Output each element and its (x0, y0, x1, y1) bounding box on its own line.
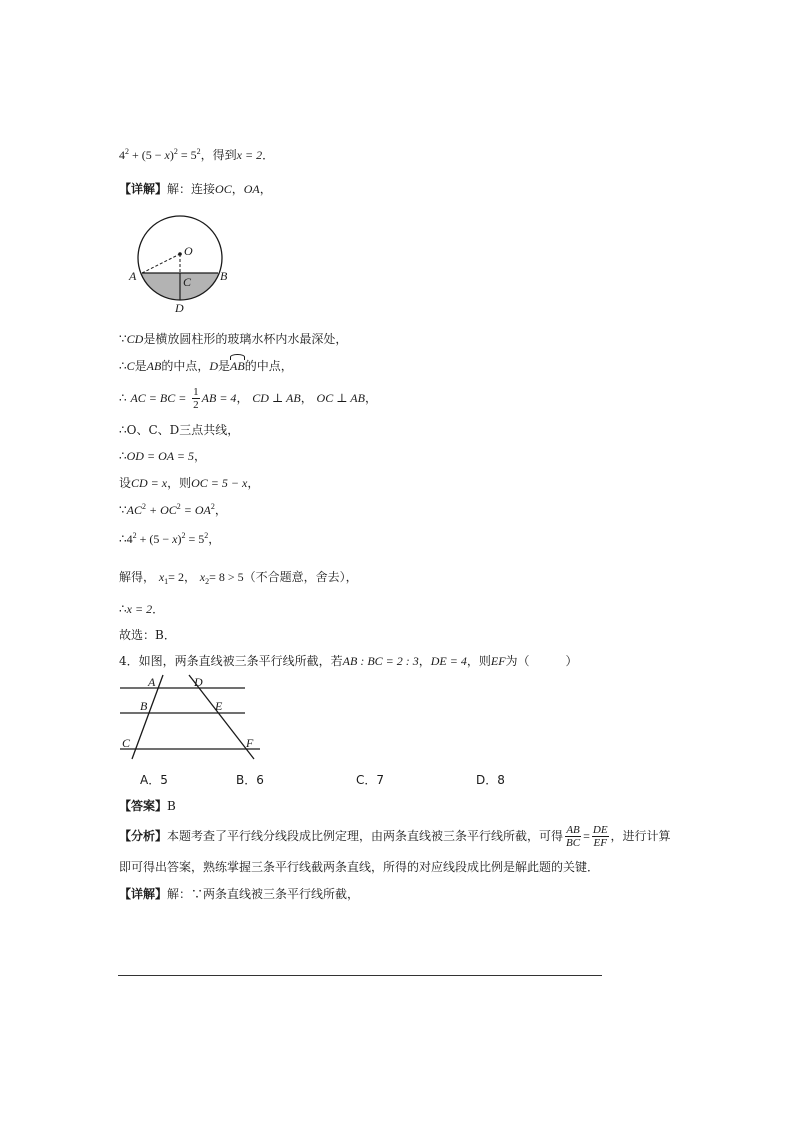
substituted-equation: $4^2 + (5 - x)^2 = 5^2$ (126, 531, 209, 546)
statement-3: ∴ AC = BC = $\frac{1}{2}$ AB = 4， CD ⊥ AB， OC ⊥ AB， (119, 386, 377, 411)
segment-oa (142, 254, 180, 273)
statement-1: ∵CD是横放圆柱形的玻璃水杯内水最深处， (119, 332, 348, 346)
choice-c: C．7 (356, 773, 385, 787)
statement-8: $\therefore 4^2 + (5 - x)^2 = 5^2$， (119, 531, 221, 546)
answer-line (119, 797, 176, 815)
statement-6: 设CD = x，则OC = 5 − x， (119, 476, 260, 490)
label-d: D (194, 675, 203, 689)
result-text: ，得到 (200, 148, 237, 162)
label-f: F (246, 736, 254, 750)
arc-ab: AB (230, 359, 245, 373)
result-value: x = 2 (236, 148, 263, 162)
answer-value: B (167, 799, 176, 813)
label-a: A (148, 675, 156, 689)
choice-b: B．6 (236, 773, 264, 787)
label-d: D (175, 301, 184, 315)
label-b: B (140, 699, 148, 713)
parallel-lines-diagram (115, 672, 265, 760)
fraction-half: $\frac{1}{2}$ (193, 386, 199, 411)
detail-tag: 【详解】 (119, 182, 168, 196)
choice-d: D．8 (476, 773, 505, 787)
detail-tag-2: 【详解】 (119, 887, 168, 901)
label-b: B (220, 269, 228, 283)
analysis-tag: 【分析】 (119, 829, 168, 843)
statement-9: 解得， $x_1= 2$， $x_2= 8 > 5$（不合题意，舍去）， (119, 570, 358, 586)
label-o: O (184, 244, 193, 258)
statement-10: ∴x = 2． (119, 602, 165, 616)
statement-11: 故选：B． (119, 628, 176, 642)
answer-tag: 【答案】 (119, 799, 168, 813)
center-dot (178, 252, 182, 256)
statement-7: $\because AC^2 + OC^2 = OA^2$， (119, 502, 227, 517)
label-a: A (129, 269, 137, 283)
statement-4: ∴O、C、D三点共线， (119, 423, 240, 437)
detail-heading-2: 【详解】解：∵两条直线被三条平行线所截， (119, 887, 360, 901)
footer-rule (118, 975, 602, 976)
analysis-line-1: 【分析】本题考查了平行线分线段成比例定理，由两条直线被三条平行线所截，可得 $\frac{AB}{BC}$ = $\frac{DE}{EF}$ ，进行计算 (119, 824, 671, 849)
fraction-de-ef: $\frac{DE}{EF}$ (592, 824, 608, 849)
statement-2: ∴C是AB的中点，D是AB的中点， (119, 359, 293, 373)
detail-heading: 【详解】解：连接OC，OA， (119, 182, 272, 196)
analysis-line-2: 即可得出答案，熟练掌握三条平行线截两条直线，所得的对应线段成比例是解此题的关键． (119, 860, 600, 874)
question-4: 4．如图，两条直线被三条平行线所截，若AB : BC = 2 : 3，DE = 4，则EF为（ ） (119, 654, 578, 668)
question-number: 4． (119, 654, 139, 668)
statement-5: ∴OD = OA = 5， (119, 449, 206, 463)
label-e: E (215, 699, 223, 713)
choice-a: A．5 (140, 773, 168, 787)
pythagoras-equation: $AC^2 + OC^2 = OA^2$ (126, 502, 215, 517)
equation: $4^2 + (5 - x)^2 = 5^2$ (119, 147, 201, 162)
circle-diagram (125, 208, 240, 318)
fraction-ab-bc: $\frac{AB}{BC}$ (566, 824, 581, 849)
label-c: C (183, 275, 192, 289)
equation-line: $4^2 + (5 - x)^2 = 5^2$，得到x = 2． (119, 147, 275, 162)
label-c: C (122, 736, 131, 750)
